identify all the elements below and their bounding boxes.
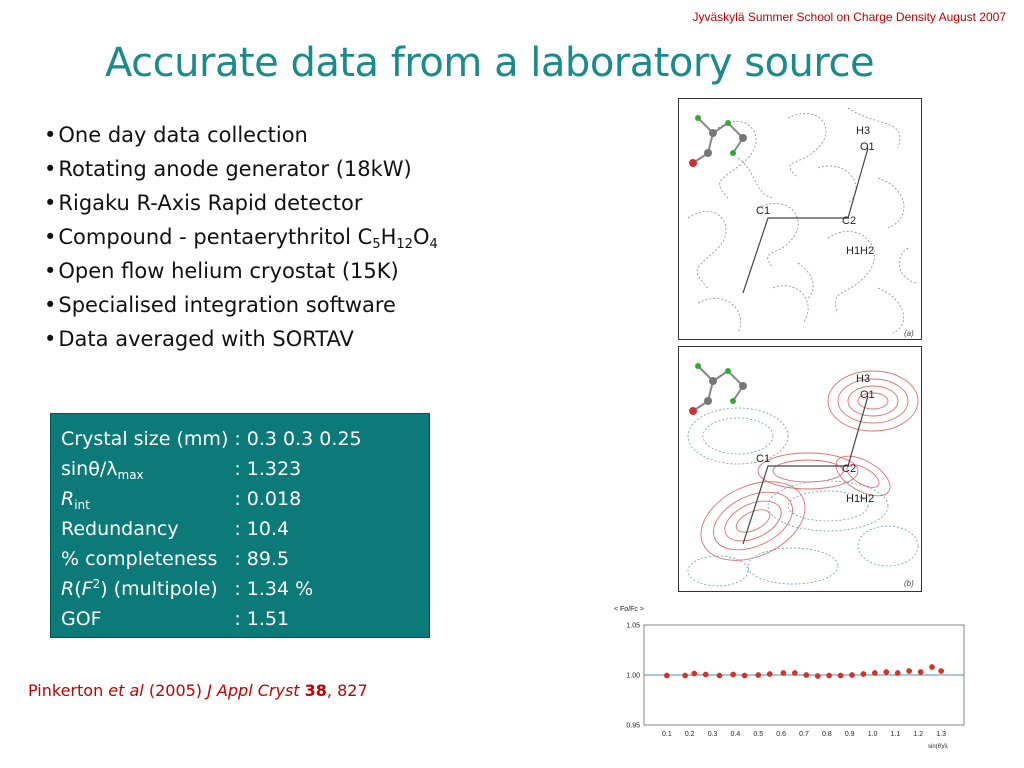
y-tick-label: 0.95	[626, 722, 640, 730]
data-point	[907, 668, 912, 673]
formula-subscript: 12	[396, 237, 413, 252]
bullet-text: Data averaged with SORTAV	[58, 327, 354, 351]
atom-label: H2	[860, 493, 875, 505]
bullet-text: Compound - pentaerythritol C	[58, 225, 373, 249]
citation-volume: 38	[304, 681, 327, 700]
citation-journal: J Appl Cryst	[207, 681, 300, 700]
x-tick-label: 1.2	[913, 731, 924, 738]
stat-key: Redundancy	[61, 518, 179, 540]
citation-pages: , 827	[326, 681, 368, 700]
atom-label: O1	[860, 389, 875, 401]
panel-label: (a)	[904, 329, 914, 338]
stat-key-italic: R	[61, 488, 75, 510]
data-point	[849, 672, 854, 677]
atom-label: H2	[860, 245, 875, 257]
header-note: Jyväskylä Summer School on Charge Density August 2007	[692, 10, 1006, 24]
formula-subscript: 5	[372, 237, 381, 252]
x-tick-label: 0.5	[753, 731, 764, 738]
stat-key	[61, 574, 234, 604]
x-tick-label: 0.6	[776, 731, 787, 738]
atom-label: H1	[846, 493, 861, 505]
stat-key: GOF	[61, 608, 102, 630]
atom-label: C2	[842, 215, 857, 227]
bullet-item	[44, 152, 438, 186]
stat-value: : 89.5	[234, 548, 290, 570]
x-axis-label: sin(θ)/λ	[928, 744, 948, 750]
statistics-table	[61, 424, 362, 634]
table-row	[61, 604, 362, 634]
stat-key-italic: F	[81, 578, 93, 600]
x-tick-label: 1.3	[936, 731, 947, 738]
data-point	[742, 673, 747, 678]
y-tick-label: 1.00	[626, 672, 640, 680]
stat-key-subscript: int	[74, 498, 90, 512]
formula-element: H	[380, 225, 397, 249]
residual-density-map	[678, 98, 922, 340]
x-tick-label: 0.9	[844, 731, 855, 738]
data-point	[918, 669, 923, 674]
data-point	[929, 664, 934, 669]
x-tick-label: 0.2	[684, 731, 695, 738]
x-axis-ticks	[662, 731, 946, 738]
atom-label: C1	[756, 453, 771, 465]
stat-key-italic: R	[61, 578, 75, 600]
table-row	[61, 454, 362, 484]
data-point	[767, 671, 772, 676]
stat-value: : 0.018	[234, 488, 302, 510]
data-statistics-box	[50, 413, 430, 638]
x-tick-label: 0.7	[799, 731, 809, 738]
data-point	[884, 669, 889, 674]
table-row	[61, 514, 362, 544]
stat-key-part: ) (multipole)	[100, 578, 218, 600]
stat-value: : 10.4	[234, 518, 290, 540]
atom-label: H3	[856, 125, 871, 137]
stat-key	[61, 454, 234, 484]
citation	[28, 681, 368, 700]
data-point	[664, 673, 669, 678]
x-tick-label: 1.1	[890, 731, 901, 738]
bullet-item	[44, 288, 438, 322]
stat-value: : 1.34 %	[234, 578, 314, 600]
bullet-item	[44, 322, 438, 356]
data-point	[872, 670, 877, 675]
stat-value: : 0.3 0.3 0.25	[234, 428, 362, 450]
atom-label: C2	[842, 463, 857, 475]
data-point	[804, 672, 809, 677]
x-tick-label: 1.0	[867, 731, 878, 738]
stat-key-part: sin	[61, 458, 89, 480]
data-point	[703, 672, 708, 677]
bullet-text: One day data collection	[58, 123, 308, 147]
fo-fc-ratio-chart	[608, 600, 976, 752]
bullet-item	[44, 186, 438, 220]
bullet-list	[44, 118, 438, 356]
atom-label: H3	[856, 373, 871, 385]
stat-key-part: (	[74, 578, 82, 600]
stat-key: Crystal size (mm)	[61, 428, 229, 450]
data-point	[781, 670, 786, 675]
data-point	[861, 671, 866, 676]
stat-key-superscript: 2	[92, 577, 101, 591]
data-point	[683, 673, 688, 678]
table-row	[61, 544, 362, 574]
bullet-text: Specialised integration software	[58, 293, 396, 317]
bullet-text: Open flow helium cryostat (15K)	[58, 259, 399, 283]
bullet-text: Rigaku R-Axis Rapid detector	[58, 191, 363, 215]
citation-etal: et al	[108, 681, 144, 700]
stat-value: : 1.51	[234, 608, 290, 630]
formula-element: O	[412, 225, 430, 249]
y-axis-ticks	[626, 623, 640, 730]
y-tick-label: 1.05	[626, 622, 640, 630]
stat-key-part: θ/	[88, 458, 107, 480]
x-tick-label: 0.4	[730, 731, 741, 738]
data-point	[939, 668, 944, 673]
bullet-item	[44, 118, 438, 152]
data-point	[827, 673, 832, 678]
data-point	[692, 671, 697, 676]
slide-title: Accurate data from a laboratory source	[105, 40, 875, 86]
x-tick-label: 0.1	[661, 731, 672, 738]
data-point	[731, 672, 736, 677]
data-point	[838, 673, 843, 678]
panel-label: (b)	[904, 579, 914, 588]
y-axis-label: < Fo/Fc >	[614, 606, 644, 613]
stat-key: % completeness	[61, 548, 218, 570]
x-tick-label: 0.3	[707, 731, 718, 738]
x-tick-label: 0.8	[821, 731, 832, 738]
bullet-item	[44, 254, 438, 288]
data-point	[815, 673, 820, 678]
deformation-density-map	[678, 346, 922, 592]
data-point	[756, 672, 761, 677]
stat-key	[61, 484, 234, 514]
bullet-item-formula	[44, 220, 438, 254]
citation-author: Pinkerton	[28, 681, 109, 700]
stat-key-subscript: max	[117, 468, 144, 482]
table-row	[61, 484, 362, 514]
bullet-text: Rotating anode generator (18kW)	[58, 157, 412, 181]
data-point	[895, 670, 900, 675]
data-point	[717, 673, 722, 678]
citation-year: (2005)	[143, 681, 208, 700]
atom-label: O1	[860, 141, 875, 153]
stat-key-part: λ	[106, 458, 118, 480]
formula-subscript: 4	[429, 237, 438, 252]
atom-label: H1	[846, 245, 861, 257]
atom-label: C1	[756, 205, 771, 217]
stat-value: : 1.323	[234, 458, 302, 480]
table-row	[61, 424, 362, 454]
table-row	[61, 574, 362, 604]
data-point	[792, 670, 797, 675]
